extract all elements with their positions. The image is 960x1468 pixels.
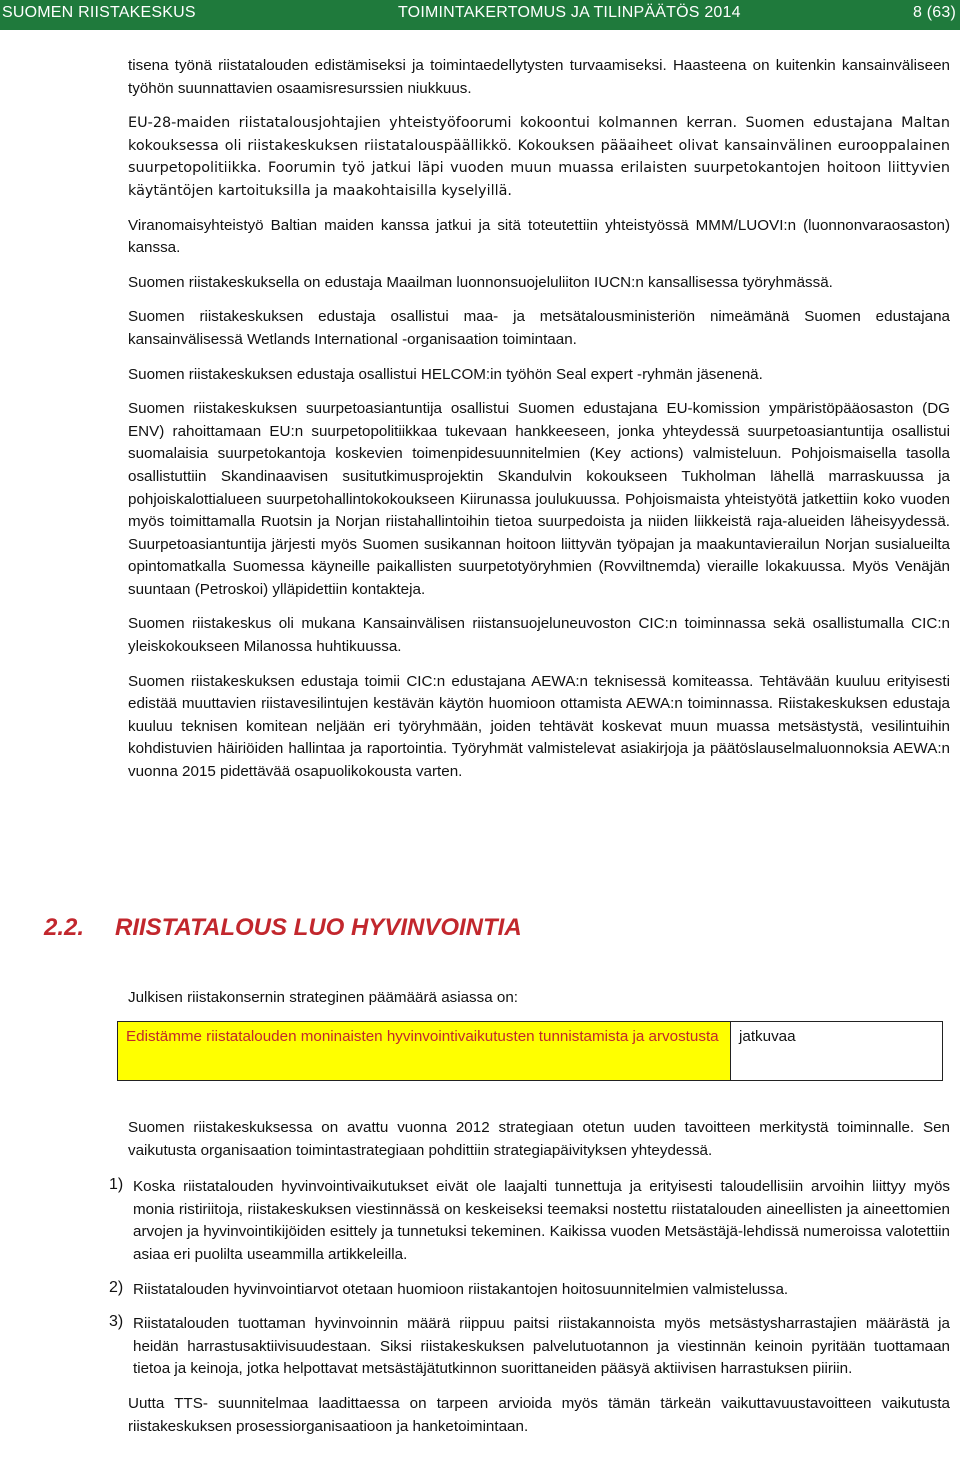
paragraph: Suomen riistakeskuksen edustaja osallistui HELCOM:in työhön Seal expert -ryhmän jäsenenä. [128, 365, 763, 383]
list-number: 2) [109, 1278, 124, 1296]
paragraph: Suomen riistakeskuksessa on avattu vuonna 2012 strategiaan otetun uuden tavoitteen merkitystä toiminnalle. Sen vaikutusta organisaation toimintastrategiaan pohdittiin strategiapäivityksen yhteydessä. [128, 1119, 950, 1159]
list-text: Riistatalouden hyvinvointiarvot otetaan huomioon riistakantojen hoitosuunnitelmien valmistelussa. [133, 1280, 789, 1298]
strategy-intro: Julkisen riistakonsernin strateginen päämäärä asiassa on: [128, 989, 519, 1006]
header-organization: SUOMEN RIISTAKESKUS [2, 4, 196, 21]
section-intro [128, 987, 950, 1010]
header-page-number: 8 (63) [913, 4, 956, 21]
header-document-title: TOIMINTAKERTOMUS JA TILINPÄÄTÖS 2014 [398, 4, 741, 21]
paragraph: Suomen riistakeskuksen suurpetoasiantuntija osallistui Suomen edustajana EU-komission ympäristöpääosaston (DG ENV) rahoittamaan EU:n suurpetopolitiikkaa tukevaan hankkeeseen, jonka yhteydessä suurpetoasiantuntija osallistui suomalaisia suurpetokantoja koskevien toimenpidesuunnitelmien (Key actions) valmisteluun. Pohjoismaisella tasolla osallistuttiin Skandinaavisen susitutkimusprojektin Skandulvin kokoukseen Tukholman lähellä marraskuussa ja pohjoiskalottialueen suurpetohallintokokoukseen Kiirunassa joulukuussa. Pohjoismaista yhteistyötä jatkettiin koko vuoden myös toimittamalla Ruotsin ja Norjan riistahallintoihin tietoa suurpedoista ja niiden liikkeistä raja-alueiden läheisyydessä. Suurpetoasiantuntija järjesti myös Suomen susikannan hoitoon liittyvän työpajan ja maakuntavierailun Norjan susialueilta opintomatkalla Suomessa käyneille paikallisten suurpetotyöryhmien (Rovviltnemda) vieraille lokakuussa. Myös Venäjän suuntaan (Petroskoi) ylläpidettiin kontakteja. [128, 400, 950, 598]
list-text: Riistatalouden tuottaman hyvinvoinnin määrä riippuu paitsi riistakannoista myös metsästysharrastajien määrästä ja heidän harrastusaktiivisuudestaan. Siksi riistakeskuksen palvelutuotannon ja viestinnän keinoin pyritään tuottamaan tietoa ja keinoja, jotka helpottavat metsästäjätutkinnon suorittaneiden pääsyä aktiivisen harrastuksen piiriin. [133, 1315, 950, 1378]
paragraph: Suomen riistakeskus oli mukana Kansainvälisen riistansuojeluneuvoston CIC:n toiminnassa sekä osallistumalla CIC:n yleiskokoukseen Milanossa huhtikuussa. [128, 615, 950, 656]
paragraph: tisena työnä riistatalouden edistämiseksi ja toimintaedellytysten turvaamiseksi. Haasteena on kuitenkin kansainväliseen työhön suunnattavien osaamisresurssien niukkuus. [128, 57, 950, 97]
section-heading [44, 914, 522, 942]
page-header [0, 0, 960, 30]
list-number: 1) [109, 1176, 124, 1194]
goal-status-cell: jatkuvaa [739, 1028, 796, 1045]
list-text: Koska riistatalouden hyvinvointivaikutukset eivät ole laajalti tunnettuja ja erityisesti taloudellisiin arvoihin liittyy myös monia ristiriitoja, riistakeskuksen viestinnässä on keskeiseksi teemaksi nostettu riistatalouden aineellisten ja aineettomien arvojen ja hyvinvointikijöiden esittely ja tunnetuksi tekeminen. Kaikissa vuoden Metsästäjä-lehdissä numeroissa valotettiin asiaa eri puolilta useammilla artikkeleilla. [133, 1178, 950, 1263]
body-text-bottom [109, 1117, 950, 1438]
paragraph: Uutta TTS- suunnitelmaa laadittaessa on tarpeen arvioida myös tämän tärkeän vaikuttavuustavoitteen vaikutusta riistakeskuksen prosessiorganisaatioon ja hanketoimintaan. [128, 1394, 950, 1435]
list-item [109, 1176, 950, 1266]
paragraph: EU-28-maiden riistatalousjohtajien yhteistyöfoorumi kokoontui kolmannen kerran. Suomen edustajana Maltan kokouksessa oli riistakeskuksen riistatalouspäällikkö. Kokouksen pääaiheet olivat kansainvälinen eurooppalainen suurpetopolitiikka. Foorumin työ jatkui läpi vuoden muun muassa erilaisten suurpetokantojen hoitoon liittyvien käytäntöjen kartoituksilla ja maakohtaisilla kyselyillä. [128, 115, 950, 199]
list-number: 3) [109, 1313, 124, 1331]
list-item [109, 1278, 950, 1302]
paragraph: Viranomaisyhteistyö Baltian maiden kanssa jatkui ja sitä toteutettiin yhteistyössä MMM/LUOVI:n (luonnonvaraosaston) kanssa. [128, 216, 950, 257]
goal-text-cell: Edistämme riistatalouden moninaisten hyvinvointivaikutusten tunnistamista ja arvostusta [118, 1022, 731, 1080]
paragraph: Suomen riistakeskuksen edustaja osallistui maa- ja metsätalousministeriön nimeämänä Suomen edustajana kansainvälisessä Wetlands International -organisaation toimintaan. [128, 308, 950, 348]
section-number: 2.2. [44, 914, 85, 941]
paragraph: Suomen riistakeskuksella on edustaja Maailman luonnonsuojeluliiton IUCN:n kansallisessa työryhmässä. [128, 273, 833, 291]
section-title: RIISTATALOUS LUO HYVINVOINTIA [115, 914, 522, 941]
paragraph: Suomen riistakeskuksen edustaja toimii CIC:n edustajana AEWA:n teknisessä komiteassa. Tehtävään kuuluu erityisesti edistää muuttavien riistavesilintujen kestävän käytön huomioon ottamista AEWA:n toiminnassa. Riistakeskuksen edustaja kuuluu teknisen komitean neljään eri työryhmään, joiden tehtävät koskevat muun muassa metsästystä, vesilintuihin kohdistuvien häiriöiden hallintaa ja raportointia. Työryhmät valmistelevat asiakirjoja ja päätöslauselmaluonnoksia AEWA:n vuonna 2015 pidettävää osapuolikokousta varten. [128, 672, 950, 781]
strategy-goal-table [117, 1021, 943, 1081]
list-item [109, 1313, 950, 1381]
body-text-top [128, 55, 950, 784]
